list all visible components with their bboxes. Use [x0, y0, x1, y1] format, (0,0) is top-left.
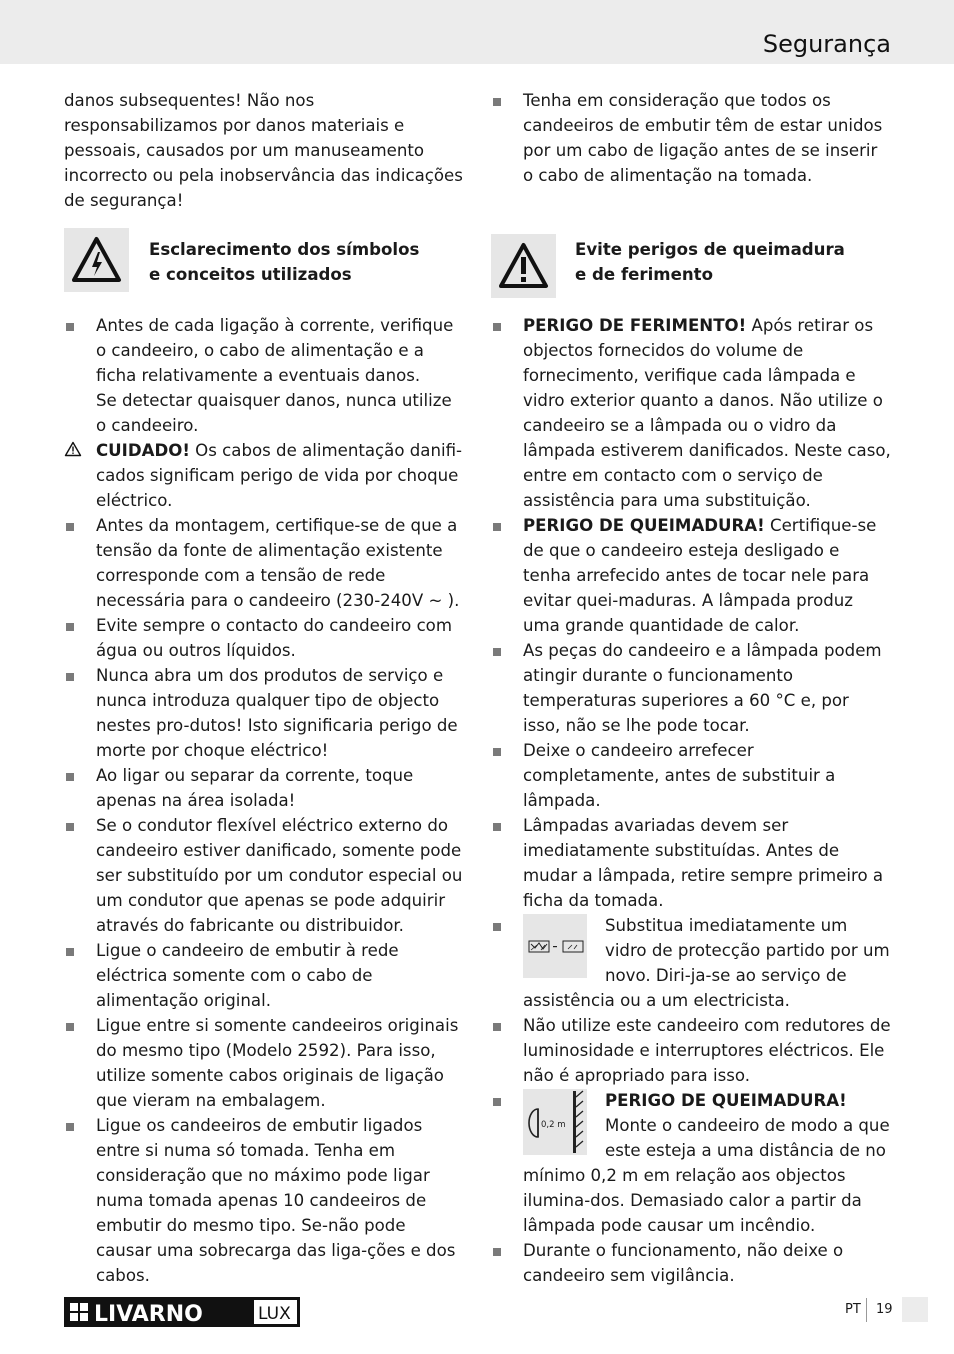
lamp-distance-icon [523, 1089, 587, 1155]
broken-glass-symbol [523, 914, 587, 978]
list-item-text: Substitua imediatamente um vidro de protecção partido por um novo. Diri-ja-se ao serviço de assistência ou a um electricista. [523, 916, 890, 1010]
list-item-text: Certifique-se de que o candeeiro esteja desligado e tenha arrefecido antes de tocar nele para evitar quei-maduras. A lâmpada produz uma grande quantidade de calor. [523, 516, 877, 635]
bullet-icon [493, 1023, 501, 1031]
list-item-text: Nunca abra um dos produtos de serviço e nunca introduza qualquer tipo de objecto nestes pro-dutos! Isto significaria perigo de morte por choque eléctrico! [96, 666, 458, 760]
danger-label: PERIGO DE FERIMENTO! [523, 316, 747, 335]
list-item-text: Evite sempre o contacto do candeeiro com água ou outros líquidos. [96, 616, 453, 660]
warning-triangle-icon [498, 242, 549, 290]
bullet-icon [493, 523, 501, 531]
electric-hazard-icon [71, 236, 122, 284]
caution-label: CUIDADO! [96, 441, 190, 460]
list-item [64, 938, 464, 1013]
danger-label: PERIGO DE QUEIMADURA! [523, 516, 765, 535]
brand-logo [64, 1297, 300, 1327]
bullet-icon [66, 523, 74, 531]
brand-name: LIVARNO [94, 1302, 203, 1327]
list-item-text: Se o condutor flexível eléctrico externo do candeeiro estiver danificado, somente pode ser substituído por um condutor especial ou um condutor que apenas se pode adquirir através do fabricante ou distribuidor. [96, 816, 463, 935]
list-item [491, 88, 891, 188]
bullet-icon [493, 98, 501, 106]
right-section-title [575, 237, 895, 287]
bullet-icon [66, 1123, 74, 1131]
bullet-icon [493, 1098, 501, 1106]
right-section-title-line2: e de ferimento [575, 265, 713, 284]
list-item [491, 513, 891, 638]
general-warning-sign [491, 234, 556, 298]
caution-item [64, 438, 464, 513]
brand-sub: LUX [258, 1304, 291, 1324]
list-item [64, 763, 464, 813]
list-item [491, 738, 891, 813]
right-intro [491, 88, 891, 188]
list-item-text: Não utilize este candeeiro com redutores de luminosidade e interruptores eléctricos. Ele não é apropriado para isso. [523, 1016, 891, 1085]
list-item-text: Se detectar quaisquer danos, nunca utilize o candeeiro. [96, 391, 452, 435]
page-marker [902, 1297, 928, 1322]
page-number: 19 [876, 1302, 893, 1317]
livarno-lux-logo [64, 1297, 300, 1327]
list-item [491, 313, 891, 513]
left-safety-list [64, 313, 464, 1288]
list-item [64, 813, 464, 938]
bullet-icon [493, 323, 501, 331]
list-item-text: Ao ligar ou separar da corrente, toque apenas na área isolada! [96, 766, 414, 810]
list-item-text: Tenha em consideração que todos os candeeiros de embutir têm de estar unidos por um cabo de ligação antes de se inserir o cabo de alimentação na tomada. [523, 91, 883, 185]
bullet-icon [66, 948, 74, 956]
list-item [64, 313, 464, 438]
list-item [64, 663, 464, 763]
list-item-text: As peças do candeeiro e a lâmpada podem atingir durante o funcionamento temperaturas superiores a 60 °C e, por isso, não se lhe pode tocar. [523, 641, 882, 735]
left-intro [64, 88, 464, 213]
page-header [0, 0, 954, 64]
list-item-text: Durante o funcionamento, não deixe o candeeiro sem vigilância. [523, 1241, 844, 1285]
danger-label: PERIGO DE QUEIMADURA! [605, 1091, 847, 1110]
list-item [491, 638, 891, 738]
left-section-title [149, 237, 449, 287]
distance-symbol [523, 1089, 587, 1155]
list-item [491, 1013, 891, 1088]
caution-text: Os cabos de alimentação danifi-cados significam perigo de vida por choque eléctrico. [96, 441, 463, 510]
electric-warning-sign [64, 228, 129, 292]
list-item [491, 1088, 891, 1238]
list-item [491, 813, 891, 913]
left-section-title-line1: Esclarecimento dos símbolos [149, 240, 420, 259]
list-item [64, 513, 464, 613]
list-item [64, 613, 464, 663]
right-safety-list [491, 313, 891, 1288]
right-section-title-line1: Evite perigos de queimadura [575, 240, 845, 259]
bullet-icon [66, 623, 74, 631]
glass-replace-icon [523, 914, 587, 978]
bullet-icon [66, 323, 74, 331]
list-item-text: Antes da montagem, certifique-se de que a tensão da fonte de alimentação existente corresponde com a tensão de rede necessária para o candeeiro (230-240V ~ ). [96, 516, 460, 610]
bullet-icon [66, 823, 74, 831]
page-title: Segurança [762, 30, 891, 58]
bullet-icon [493, 923, 501, 931]
distance-label: 0,2 m [541, 1120, 566, 1130]
left-intro-text: danos subsequentes! Não nos responsabilizamos por danos materiais e pessoais, causados por um manuseamento incorrecto ou pela inobservância das indicações de segurança! [64, 91, 463, 210]
bullet-icon [493, 648, 501, 656]
list-item-text: Monte o candeeiro de modo a que este esteja a uma distância de no mínimo 0,2 m em relação aos objectos ilumina-dos. Demasiado calor a partir da lâmpada pode causar um incêndio. [523, 1116, 890, 1235]
bullet-icon [493, 823, 501, 831]
list-item-text: Ligue os candeeiros de embutir ligados entre si numa só tomada. Tenha em consideração que no máximo pode ligar numa tomada apenas 10 candeeiros de embutir do mesmo tipo. Se-não pode causar uma sobrecarga das liga-ções e dos cabos. [96, 1116, 456, 1285]
list-item [64, 1113, 464, 1288]
footer-divider [866, 1298, 867, 1322]
list-item [491, 1238, 891, 1288]
list-item-text: Antes de cada ligação à corrente, verifique o candeeiro, o cabo de alimentação e a ficha relativamente a eventuais danos. [96, 316, 454, 385]
left-section-title-line2: e conceitos utilizados [149, 265, 352, 284]
list-item [64, 1013, 464, 1113]
list-item-text: Ligue entre si somente candeeiros originais do mesmo tipo (Modelo 2592). Para isso, utilize somente cabos originais de ligação que vieram na embalagem. [96, 1016, 459, 1110]
warning-triangle-icon [64, 441, 82, 457]
list-item-text: Lâmpadas avariadas devem ser imediatamente substituídas. Antes de mudar a lâmpada, retire sempre primeiro a ficha da tomada. [523, 816, 884, 910]
bullet-icon [493, 748, 501, 756]
bullet-icon [66, 773, 74, 781]
language-code: PT [845, 1302, 861, 1317]
list-item-text: Ligue o candeeiro de embutir à rede eléctrica somente com o cabo de alimentação original. [96, 941, 399, 1010]
bullet-icon [493, 1248, 501, 1256]
bullet-icon [66, 1023, 74, 1031]
list-item-text: Após retirar os objectos fornecidos do volume de fornecimento, verifique cada lâmpada e vidro exterior quanto a danos. Não utilize o candeeiro se a lâmpada ou o vidro da lâmpada estiverem danificados. Neste caso, entre em contacto com o serviço de assistência para uma substituição. [523, 316, 891, 510]
list-item [491, 913, 891, 1013]
list-item-text: Deixe o candeeiro arrefecer completamente, antes de substituir a lâmpada. [523, 741, 836, 810]
bullet-icon [66, 673, 74, 681]
